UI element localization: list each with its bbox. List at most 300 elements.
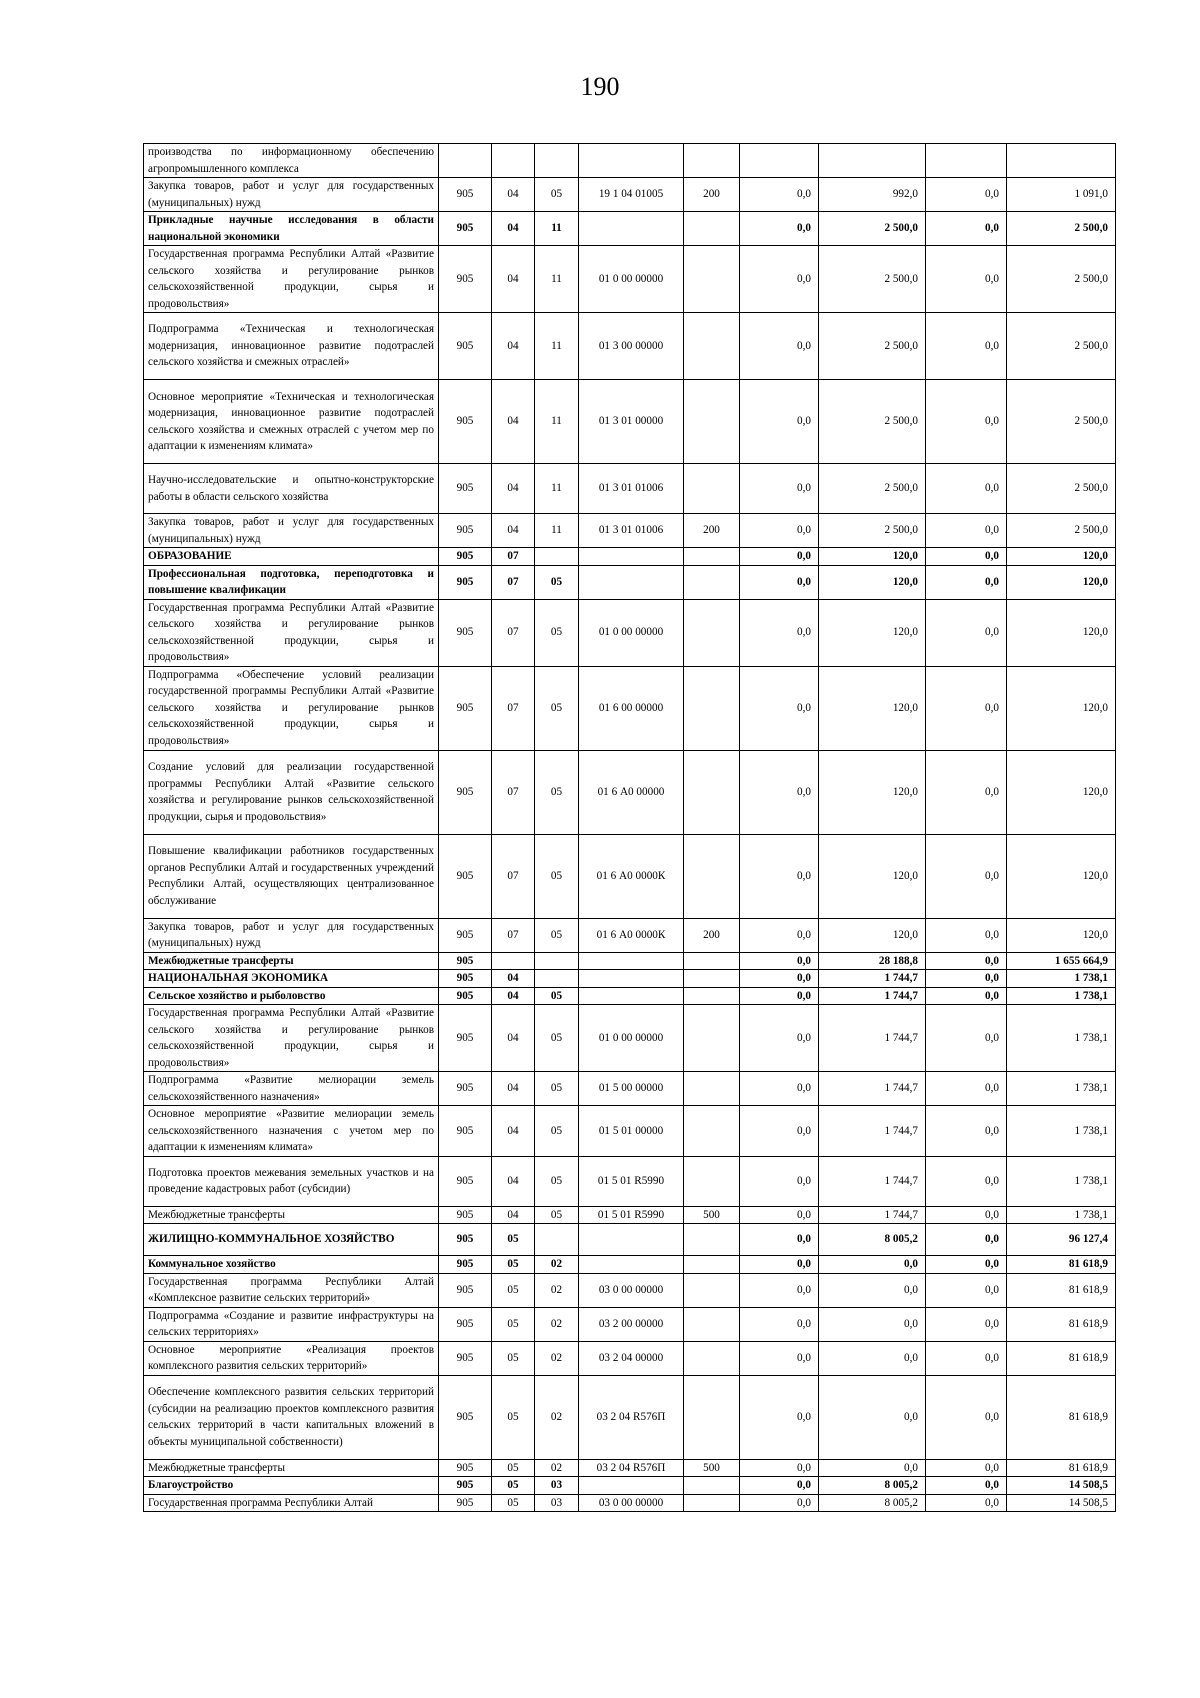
row-section-cell: 05 (492, 1375, 535, 1459)
row-grbs-cell: 905 (439, 1005, 492, 1072)
row-section-cell: 04 (492, 1072, 535, 1106)
row-name-cell: Сельское хозяйство и рыболовство (144, 987, 439, 1005)
table-row (144, 144, 1116, 178)
row-value-2-cell: 120,0 (819, 666, 926, 750)
row-target-article-cell: 01 5 00 00000 (579, 1072, 684, 1106)
row-value-3-cell: 0,0 (926, 514, 1007, 548)
row-name-cell: ЖИЛИЩНО-КОММУНАЛЬНОЕ ХОЗЯЙСТВО (144, 1224, 439, 1256)
table-body (144, 144, 1116, 1512)
row-target-article-cell: 03 2 04 00000 (579, 1341, 684, 1375)
row-value-2-cell: 1 744,7 (819, 1156, 926, 1206)
row-grbs-cell: 905 (439, 380, 492, 464)
row-subsection-cell (535, 952, 579, 970)
table-row (144, 970, 1116, 988)
row-expense-type-cell (684, 565, 740, 599)
row-section-cell: 07 (492, 565, 535, 599)
row-value-4-cell: 2 500,0 (1007, 246, 1116, 313)
row-name-cell: Прикладные научные исследования в области национальной экономики (144, 212, 439, 246)
row-name-cell: Государственная программа Республики Алтай «Комплексное развитие сельских территорий» (144, 1273, 439, 1307)
row-value-2-cell: 1 744,7 (819, 1072, 926, 1106)
row-value-2-cell: 1 744,7 (819, 987, 926, 1005)
row-section-cell: 05 (492, 1341, 535, 1375)
row-subsection-cell: 05 (535, 599, 579, 666)
table-row (144, 599, 1116, 666)
row-value-1-cell: 0,0 (740, 1307, 819, 1341)
table-row (144, 750, 1116, 834)
row-name-cell: Подпрограмма «Техническая и технологическая модернизация, инновационное развитие подотраслей сельского хозяйства и смежных отраслей» (144, 313, 439, 380)
row-target-article-cell: 01 3 01 00000 (579, 380, 684, 464)
table-row (144, 246, 1116, 313)
row-target-article-cell: 03 0 00 00000 (579, 1273, 684, 1307)
table-row (144, 1477, 1116, 1495)
row-value-2-cell: 120,0 (819, 918, 926, 952)
row-section-cell: 04 (492, 212, 535, 246)
row-grbs-cell: 905 (439, 565, 492, 599)
row-value-4-cell: 2 500,0 (1007, 464, 1116, 514)
row-grbs-cell: 905 (439, 1307, 492, 1341)
row-value-3-cell: 0,0 (926, 1477, 1007, 1495)
row-value-2-cell: 120,0 (819, 750, 926, 834)
row-value-3-cell: 0,0 (926, 952, 1007, 970)
row-section-cell: 05 (492, 1273, 535, 1307)
row-value-3-cell: 0,0 (926, 1106, 1007, 1157)
row-grbs-cell: 905 (439, 514, 492, 548)
row-name-cell: Основное мероприятие «Техническая и технологическая модернизация, инновационное развитие подотраслей сельского хозяйства и смежных отраслей с учетом мер по адаптации к изменениям климата» (144, 380, 439, 464)
row-value-3-cell: 0,0 (926, 1156, 1007, 1206)
row-section-cell: 04 (492, 1005, 535, 1072)
row-section-cell: 04 (492, 464, 535, 514)
row-section-cell: 05 (492, 1459, 535, 1477)
row-grbs-cell: 905 (439, 1224, 492, 1256)
row-grbs-cell: 905 (439, 666, 492, 750)
row-grbs-cell: 905 (439, 464, 492, 514)
row-target-article-cell: 03 2 04 R576П (579, 1459, 684, 1477)
row-section-cell: 07 (492, 834, 535, 918)
table-row (144, 1005, 1116, 1072)
row-value-2-cell: 120,0 (819, 548, 926, 566)
row-name-cell: Повышение квалификации работников государственных органов Республики Алтай и государственных учреждений Республики Алтай, осуществляющих централизованное обслуживание (144, 834, 439, 918)
row-value-3-cell: 0,0 (926, 1072, 1007, 1106)
table-row (144, 464, 1116, 514)
row-section-cell: 05 (492, 1256, 535, 1274)
row-target-article-cell (579, 1256, 684, 1274)
row-value-3-cell: 0,0 (926, 313, 1007, 380)
row-value-2-cell: 1 744,7 (819, 1106, 926, 1157)
row-section-cell (492, 144, 535, 178)
row-value-4-cell: 120,0 (1007, 750, 1116, 834)
row-section-cell: 04 (492, 178, 535, 212)
row-value-3-cell: 0,0 (926, 246, 1007, 313)
row-value-1-cell: 0,0 (740, 666, 819, 750)
row-value-1-cell: 0,0 (740, 1072, 819, 1106)
row-value-3-cell: 0,0 (926, 380, 1007, 464)
row-value-1-cell: 0,0 (740, 834, 819, 918)
row-grbs-cell: 905 (439, 987, 492, 1005)
row-expense-type-cell (684, 599, 740, 666)
row-section-cell: 07 (492, 750, 535, 834)
row-value-2-cell: 8 005,2 (819, 1494, 926, 1512)
row-value-2-cell: 992,0 (819, 178, 926, 212)
row-subsection-cell: 02 (535, 1375, 579, 1459)
row-value-4-cell: 1 738,1 (1007, 1106, 1116, 1157)
row-grbs-cell: 905 (439, 1106, 492, 1157)
row-value-3-cell: 0,0 (926, 1273, 1007, 1307)
row-subsection-cell: 11 (535, 212, 579, 246)
row-grbs-cell: 905 (439, 1375, 492, 1459)
row-value-1-cell: 0,0 (740, 464, 819, 514)
row-name-cell: Межбюджетные трансферты (144, 952, 439, 970)
row-value-4-cell: 120,0 (1007, 834, 1116, 918)
row-expense-type-cell (684, 548, 740, 566)
row-value-1-cell: 0,0 (740, 1341, 819, 1375)
row-name-cell: Создание условий для реализации государственной программы Республики Алтай «Развитие сельского хозяйства и регулирование рынков сельскохозяйственной продукции, сырья и продовольствия» (144, 750, 439, 834)
row-name-cell: Основное мероприятие «Реализация проектов комплексного развития сельских территорий» (144, 1341, 439, 1375)
row-expense-type-cell (684, 1224, 740, 1256)
row-name-cell: Государственная программа Республики Алтай «Развитие сельского хозяйства и регулирование рынков сельскохозяйственной продукции, сырья и продовольствия» (144, 599, 439, 666)
row-target-article-cell: 01 0 00 00000 (579, 246, 684, 313)
row-expense-type-cell (684, 144, 740, 178)
row-section-cell: 04 (492, 1206, 535, 1224)
row-value-4-cell: 81 618,9 (1007, 1256, 1116, 1274)
table-row (144, 1106, 1116, 1157)
row-target-article-cell: 01 6 00 00000 (579, 666, 684, 750)
row-target-article-cell: 19 1 04 01005 (579, 178, 684, 212)
row-name-cell: производства по информационному обеспечению агропромышленного комплекса (144, 144, 439, 178)
row-value-2-cell: 120,0 (819, 599, 926, 666)
row-value-3-cell: 0,0 (926, 918, 1007, 952)
row-subsection-cell: 03 (535, 1477, 579, 1495)
row-name-cell: Коммунальное хозяйство (144, 1256, 439, 1274)
row-subsection-cell: 02 (535, 1341, 579, 1375)
row-subsection-cell: 03 (535, 1494, 579, 1512)
row-subsection-cell: 05 (535, 1156, 579, 1206)
row-value-1-cell: 0,0 (740, 987, 819, 1005)
row-value-2-cell: 0,0 (819, 1341, 926, 1375)
row-value-4-cell: 2 500,0 (1007, 380, 1116, 464)
row-grbs-cell: 905 (439, 246, 492, 313)
row-target-article-cell: 03 2 00 00000 (579, 1307, 684, 1341)
row-expense-type-cell (684, 380, 740, 464)
row-value-2-cell: 0,0 (819, 1375, 926, 1459)
row-name-cell: Основное мероприятие «Развитие мелиорации земель сельскохозяйственного назначения с учетом мер по адаптации к изменениям климата» (144, 1106, 439, 1157)
row-section-cell: 05 (492, 1477, 535, 1495)
row-expense-type-cell: 200 (684, 918, 740, 952)
row-grbs-cell: 905 (439, 1256, 492, 1274)
row-expense-type-cell (684, 952, 740, 970)
row-section-cell: 07 (492, 548, 535, 566)
row-value-2-cell: 1 744,7 (819, 1005, 926, 1072)
row-value-4-cell: 1 738,1 (1007, 1005, 1116, 1072)
row-subsection-cell (535, 970, 579, 988)
table-row (144, 918, 1116, 952)
row-value-1-cell: 0,0 (740, 178, 819, 212)
row-target-article-cell (579, 144, 684, 178)
row-value-3-cell: 0,0 (926, 750, 1007, 834)
page-number: 190 (580, 72, 620, 101)
row-value-4-cell: 1 738,1 (1007, 1072, 1116, 1106)
row-section-cell: 04 (492, 313, 535, 380)
row-subsection-cell (535, 144, 579, 178)
row-value-1-cell (740, 144, 819, 178)
row-grbs-cell: 905 (439, 1273, 492, 1307)
table-row (144, 1307, 1116, 1341)
row-target-article-cell: 03 0 00 00000 (579, 1494, 684, 1512)
row-value-2-cell: 2 500,0 (819, 514, 926, 548)
table-row (144, 1375, 1116, 1459)
table-row (144, 548, 1116, 566)
row-subsection-cell: 11 (535, 514, 579, 548)
row-target-article-cell: 01 0 00 00000 (579, 1005, 684, 1072)
row-expense-type-cell (684, 1307, 740, 1341)
row-target-article-cell: 01 6 А0 00000 (579, 750, 684, 834)
row-value-3-cell: 0,0 (926, 464, 1007, 514)
row-target-article-cell: 01 5 01 R5990 (579, 1156, 684, 1206)
row-name-cell: Межбюджетные трансферты (144, 1206, 439, 1224)
row-target-article-cell: 01 3 01 01006 (579, 464, 684, 514)
table-row (144, 565, 1116, 599)
row-grbs-cell (439, 144, 492, 178)
row-grbs-cell: 905 (439, 178, 492, 212)
row-value-1-cell: 0,0 (740, 1273, 819, 1307)
row-value-4-cell (1007, 144, 1116, 178)
row-expense-type-cell (684, 987, 740, 1005)
row-value-4-cell: 120,0 (1007, 548, 1116, 566)
row-value-1-cell: 0,0 (740, 1375, 819, 1459)
table-row (144, 1459, 1116, 1477)
row-value-1-cell: 0,0 (740, 1206, 819, 1224)
row-target-article-cell (579, 548, 684, 566)
row-value-3-cell: 0,0 (926, 970, 1007, 988)
row-subsection-cell: 05 (535, 918, 579, 952)
row-value-4-cell: 1 091,0 (1007, 178, 1116, 212)
table-row (144, 987, 1116, 1005)
row-value-4-cell: 2 500,0 (1007, 212, 1116, 246)
row-name-cell: ОБРАЗОВАНИЕ (144, 548, 439, 566)
row-value-3-cell: 0,0 (926, 987, 1007, 1005)
table-row (144, 313, 1116, 380)
row-section-cell: 05 (492, 1494, 535, 1512)
row-value-2-cell: 2 500,0 (819, 313, 926, 380)
row-target-article-cell: 01 0 00 00000 (579, 599, 684, 666)
row-value-1-cell: 0,0 (740, 1477, 819, 1495)
row-value-2-cell: 2 500,0 (819, 212, 926, 246)
row-grbs-cell: 905 (439, 1072, 492, 1106)
row-value-4-cell: 120,0 (1007, 918, 1116, 952)
row-subsection-cell: 11 (535, 246, 579, 313)
table-row (144, 1206, 1116, 1224)
row-expense-type-cell (684, 834, 740, 918)
row-value-3-cell: 0,0 (926, 1256, 1007, 1274)
row-value-1-cell: 0,0 (740, 548, 819, 566)
row-value-2-cell: 120,0 (819, 565, 926, 599)
row-value-1-cell: 0,0 (740, 212, 819, 246)
row-value-3-cell: 0,0 (926, 599, 1007, 666)
row-value-4-cell: 81 618,9 (1007, 1273, 1116, 1307)
row-target-article-cell (579, 970, 684, 988)
row-value-4-cell: 1 738,1 (1007, 970, 1116, 988)
row-expense-type-cell (684, 313, 740, 380)
row-section-cell: 04 (492, 246, 535, 313)
row-expense-type-cell (684, 1005, 740, 1072)
row-subsection-cell: 02 (535, 1307, 579, 1341)
table-row (144, 380, 1116, 464)
row-name-cell: Обеспечение комплексного развития сельских территорий (субсидии на реализацию проектов комплексного развития сельских территорий в части капитальных вложений в объекты муниципальной собственности) (144, 1375, 439, 1459)
row-section-cell: 04 (492, 380, 535, 464)
row-expense-type-cell (684, 1341, 740, 1375)
row-section-cell: 07 (492, 666, 535, 750)
row-name-cell: Подпрограмма «Создание и развитие инфраструктуры на сельских территориях» (144, 1307, 439, 1341)
row-value-2-cell: 0,0 (819, 1307, 926, 1341)
row-target-article-cell: 01 3 01 01006 (579, 514, 684, 548)
table-row (144, 178, 1116, 212)
row-value-1-cell: 0,0 (740, 514, 819, 548)
row-value-4-cell: 120,0 (1007, 565, 1116, 599)
row-value-1-cell: 0,0 (740, 1156, 819, 1206)
row-value-1-cell: 0,0 (740, 565, 819, 599)
row-subsection-cell: 02 (535, 1273, 579, 1307)
row-grbs-cell: 905 (439, 1206, 492, 1224)
row-target-article-cell (579, 952, 684, 970)
row-name-cell: Закупка товаров, работ и услуг для государственных (муниципальных) нужд (144, 514, 439, 548)
row-subsection-cell: 05 (535, 834, 579, 918)
row-name-cell: Подпрограмма «Обеспечение условий реализации государственной программы Республики Алтай «Развитие сельского хозяйства и регулирование рынков сельскохозяйственной продукции, сырья и продовольствия» (144, 666, 439, 750)
row-value-2-cell: 0,0 (819, 1273, 926, 1307)
row-value-1-cell: 0,0 (740, 1005, 819, 1072)
row-value-3-cell: 0,0 (926, 1341, 1007, 1375)
row-expense-type-cell (684, 1477, 740, 1495)
row-value-1-cell: 0,0 (740, 246, 819, 313)
row-value-1-cell: 0,0 (740, 1106, 819, 1157)
row-target-article-cell: 01 5 01 00000 (579, 1106, 684, 1157)
row-name-cell: Межбюджетные трансферты (144, 1459, 439, 1477)
row-value-3-cell: 0,0 (926, 1224, 1007, 1256)
row-target-article-cell (579, 987, 684, 1005)
row-value-3-cell: 0,0 (926, 834, 1007, 918)
row-value-3-cell: 0,0 (926, 548, 1007, 566)
row-value-3-cell: 0,0 (926, 1307, 1007, 1341)
row-name-cell: Государственная программа Республики Алтай «Развитие сельского хозяйства и регулирование рынков сельскохозяйственной продукции, сырья и продовольствия» (144, 1005, 439, 1072)
row-subsection-cell: 05 (535, 750, 579, 834)
row-grbs-cell: 905 (439, 952, 492, 970)
row-expense-type-cell (684, 1375, 740, 1459)
row-subsection-cell: 11 (535, 380, 579, 464)
table-row (144, 1494, 1116, 1512)
row-value-1-cell: 0,0 (740, 1224, 819, 1256)
row-section-cell: 05 (492, 1307, 535, 1341)
row-target-article-cell: 01 6 А0 0000К (579, 918, 684, 952)
row-target-article-cell: 03 2 04 R576П (579, 1375, 684, 1459)
row-expense-type-cell (684, 666, 740, 750)
row-expense-type-cell (684, 1072, 740, 1106)
row-grbs-cell: 905 (439, 750, 492, 834)
row-subsection-cell: 05 (535, 565, 579, 599)
row-expense-type-cell (684, 1273, 740, 1307)
row-expense-type-cell (684, 212, 740, 246)
row-value-1-cell: 0,0 (740, 1256, 819, 1274)
row-expense-type-cell (684, 1156, 740, 1206)
row-expense-type-cell (684, 1106, 740, 1157)
row-value-3-cell: 0,0 (926, 1459, 1007, 1477)
table-row (144, 1156, 1116, 1206)
row-section-cell: 04 (492, 970, 535, 988)
row-name-cell: НАЦИОНАЛЬНАЯ ЭКОНОМИКА (144, 970, 439, 988)
row-value-1-cell: 0,0 (740, 970, 819, 988)
row-value-3-cell: 0,0 (926, 666, 1007, 750)
row-section-cell (492, 952, 535, 970)
row-expense-type-cell (684, 464, 740, 514)
row-expense-type-cell: 200 (684, 178, 740, 212)
row-expense-type-cell: 500 (684, 1206, 740, 1224)
row-value-4-cell: 14 508,5 (1007, 1477, 1116, 1495)
table-row (144, 1341, 1116, 1375)
row-expense-type-cell (684, 970, 740, 988)
row-value-4-cell: 81 618,9 (1007, 1341, 1116, 1375)
row-name-cell: Подпрограмма «Развитие мелиорации земель сельскохозяйственного назначения» (144, 1072, 439, 1106)
row-expense-type-cell (684, 246, 740, 313)
row-name-cell: Профессиональная подготовка, переподготовка и повышение квалификации (144, 565, 439, 599)
row-name-cell: Государственная программа Республики Алтай «Развитие сельского хозяйства и регулирование рынков сельскохозяйственной продукции, сырья и продовольствия» (144, 246, 439, 313)
row-value-3-cell: 0,0 (926, 1494, 1007, 1512)
budget-table (143, 143, 1116, 1512)
row-value-4-cell: 1 738,1 (1007, 1206, 1116, 1224)
row-subsection-cell: 05 (535, 178, 579, 212)
row-value-4-cell: 81 618,9 (1007, 1375, 1116, 1459)
row-grbs-cell: 905 (439, 918, 492, 952)
row-value-2-cell: 0,0 (819, 1459, 926, 1477)
row-value-4-cell: 81 618,9 (1007, 1459, 1116, 1477)
row-grbs-cell: 905 (439, 1459, 492, 1477)
row-value-3-cell: 0,0 (926, 1005, 1007, 1072)
row-value-1-cell: 0,0 (740, 313, 819, 380)
row-value-1-cell: 0,0 (740, 1459, 819, 1477)
row-value-2-cell: 2 500,0 (819, 464, 926, 514)
table-row (144, 1256, 1116, 1274)
row-section-cell: 07 (492, 599, 535, 666)
row-value-2-cell: 0,0 (819, 1256, 926, 1274)
row-value-4-cell: 81 618,9 (1007, 1307, 1116, 1341)
row-name-cell: Научно-исследовательские и опытно-конструкторские работы в области сельского хозяйства (144, 464, 439, 514)
row-subsection-cell: 11 (535, 313, 579, 380)
row-subsection-cell: 05 (535, 1206, 579, 1224)
row-value-1-cell: 0,0 (740, 750, 819, 834)
row-grbs-cell: 905 (439, 212, 492, 246)
row-grbs-cell: 905 (439, 313, 492, 380)
row-subsection-cell: 05 (535, 1106, 579, 1157)
row-expense-type-cell (684, 1494, 740, 1512)
table-row (144, 1224, 1116, 1256)
row-subsection-cell: 05 (535, 987, 579, 1005)
table-row (144, 834, 1116, 918)
table-row (144, 212, 1116, 246)
row-value-4-cell: 1 655 664,9 (1007, 952, 1116, 970)
row-target-article-cell: 01 6 А0 0000К (579, 834, 684, 918)
row-value-1-cell: 0,0 (740, 380, 819, 464)
table-row (144, 666, 1116, 750)
row-value-4-cell: 2 500,0 (1007, 313, 1116, 380)
row-value-3-cell: 0,0 (926, 178, 1007, 212)
row-value-4-cell: 120,0 (1007, 599, 1116, 666)
row-grbs-cell: 905 (439, 1494, 492, 1512)
row-subsection-cell: 05 (535, 1072, 579, 1106)
row-expense-type-cell (684, 1256, 740, 1274)
row-value-2-cell: 1 744,7 (819, 1206, 926, 1224)
row-value-4-cell: 120,0 (1007, 666, 1116, 750)
row-grbs-cell: 905 (439, 970, 492, 988)
row-section-cell: 04 (492, 987, 535, 1005)
row-grbs-cell: 905 (439, 1156, 492, 1206)
table-row (144, 514, 1116, 548)
row-grbs-cell: 905 (439, 599, 492, 666)
